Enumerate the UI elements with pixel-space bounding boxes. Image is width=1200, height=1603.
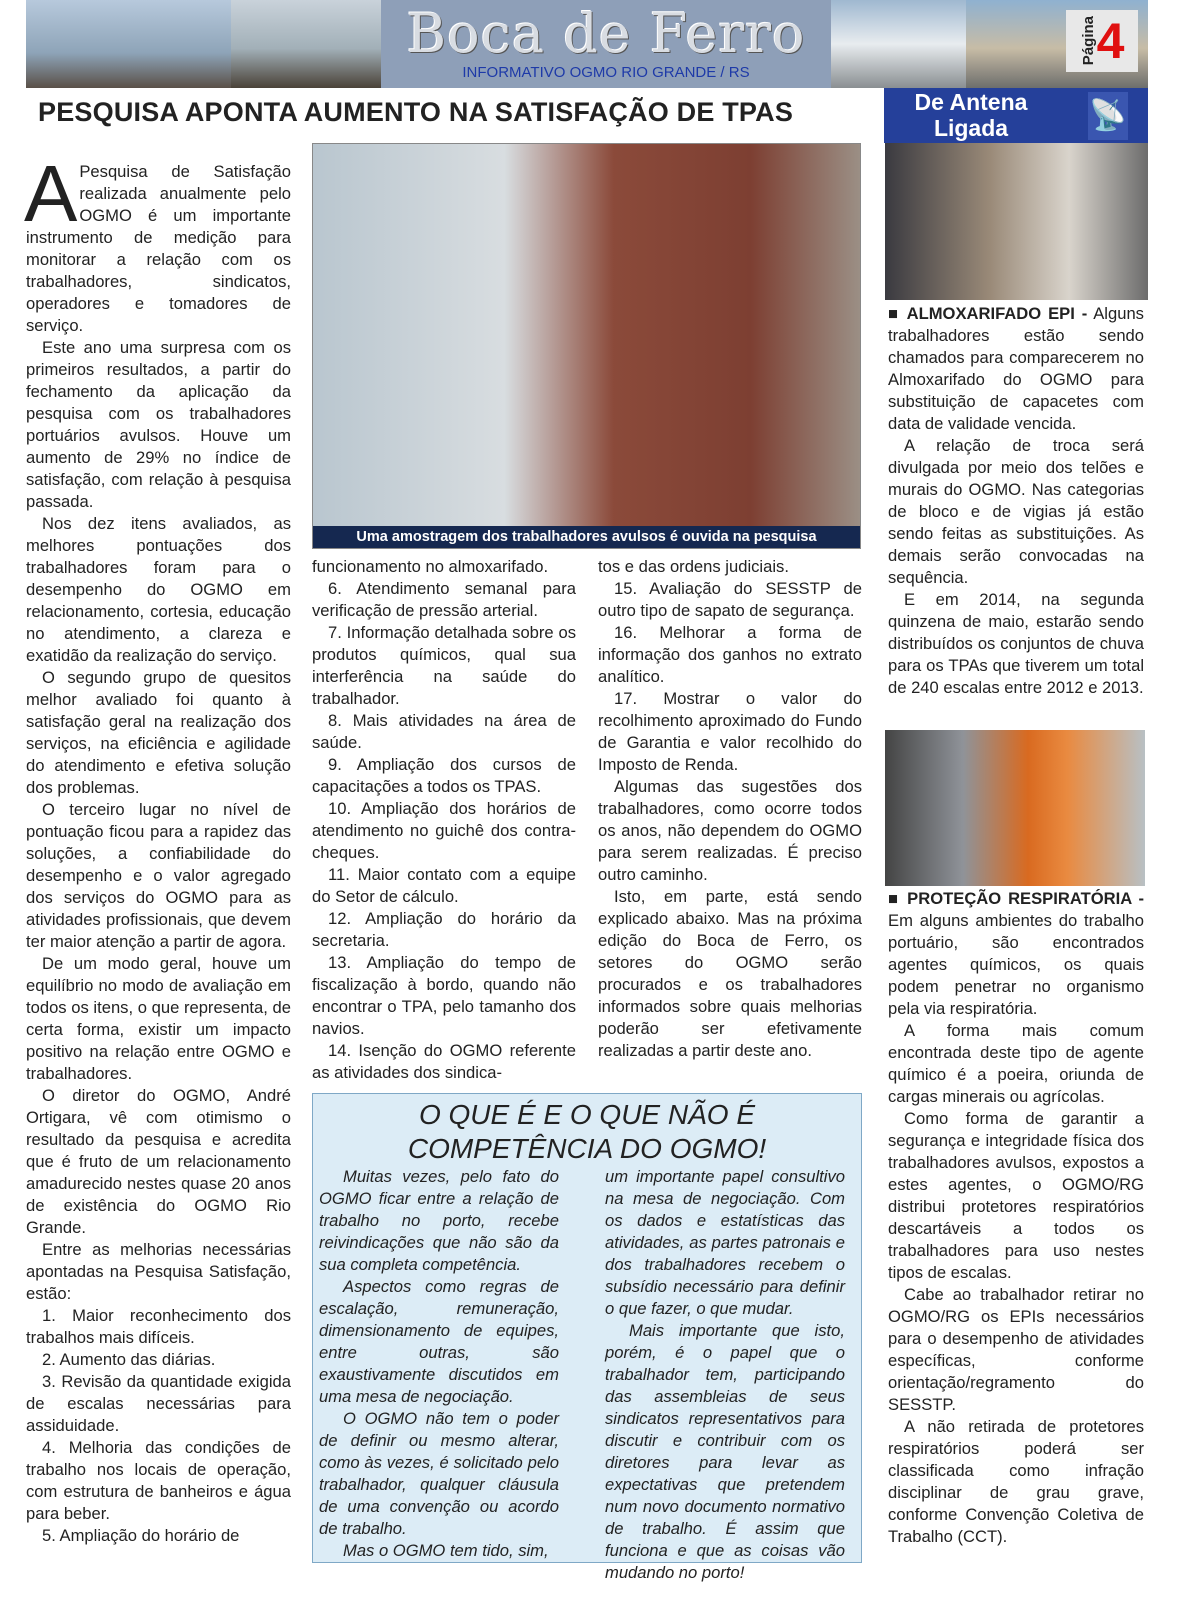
paragraph bbox=[888, 1108, 1144, 1284]
paragraph-text: 17. Mostrar o valor do recolhimento aproximado do Fundo de Garantia e valor recolhido do Imposto de Renda. bbox=[598, 689, 862, 774]
article-column-2 bbox=[312, 556, 576, 1084]
paragraph bbox=[598, 776, 862, 886]
paragraph bbox=[26, 1305, 291, 1349]
paragraph bbox=[26, 1525, 291, 1547]
paragraph bbox=[26, 953, 291, 1085]
paragraph bbox=[319, 1276, 559, 1408]
paragraph-text: De um modo geral, houve um equilíbrio no modo de avaliação em todos os itens, o que representa, de certa forma, existir um impacto positivo na relação entre OGMO e trabalhadores. bbox=[26, 954, 291, 1083]
port-crane-photo bbox=[231, 0, 381, 88]
paragraph bbox=[26, 1085, 291, 1239]
sidebar-section-protecao bbox=[888, 888, 1144, 1548]
newspaper-subtitle: INFORMATIVO OGMO RIO GRANDE / RS bbox=[462, 64, 750, 81]
paragraph-text: 1. Maior reconhecimento dos trabalhos mais difíceis. bbox=[26, 1306, 291, 1347]
sidebar-title: De Antena Ligada bbox=[914, 89, 1028, 141]
paragraph bbox=[319, 1408, 559, 1540]
article-column-1 bbox=[24, 149, 291, 1547]
paragraph bbox=[26, 513, 291, 667]
paragraph bbox=[319, 1540, 559, 1562]
paragraph bbox=[26, 1437, 291, 1525]
sidebar-section-almoxarifado bbox=[888, 303, 1144, 699]
worker-respirator-photo bbox=[885, 730, 1145, 886]
paragraph-text: Alguns trabalhadores estão sendo chamados para comparecerem no Almoxarifado do OGMO para substituição de capacetes com data de validade vencida. bbox=[888, 304, 1144, 433]
paragraph bbox=[319, 1166, 559, 1276]
paragraph bbox=[26, 1239, 291, 1305]
paragraph bbox=[888, 435, 1144, 589]
paragraph-text: Como forma de garantir a segurança e integridade física dos trabalhadores avulsos, expostos a estes agentes, o OGMO/RG distribui protetores respiratórios descartáveis a todos os trabalhadores para uso nestes tipos de escalas. bbox=[888, 1109, 1144, 1282]
main-photo bbox=[312, 143, 861, 549]
paragraph bbox=[888, 888, 1144, 1020]
paragraph-text: 11. Maior contato com a equipe do Setor de cálculo. bbox=[312, 865, 576, 906]
paragraph-text: Entre as melhorias necessárias apontadas na Pesquisa Satisfação, estão: bbox=[26, 1240, 291, 1303]
paragraph bbox=[598, 688, 862, 776]
paragraph-text: O segundo grupo de quesitos melhor avaliado foi quanto à satisfação geral na realização dos serviços, na eficiência e agilidade do atendimento e efetiva solução dos problemas. bbox=[26, 668, 291, 797]
article-column-3 bbox=[598, 556, 862, 1062]
paragraph-text: tos e das ordens judiciais. bbox=[598, 557, 789, 576]
paragraph-text: Cabe ao trabalhador retirar no OGMO/RG os EPIs necessários para o desempenho de atividades específicas, conforme orientação/regramento do SESSTP. bbox=[888, 1285, 1144, 1414]
paragraph bbox=[598, 886, 862, 1062]
photo-caption: Uma amostragem dos trabalhadores avulsos é ouvida na pesquisa bbox=[313, 526, 860, 548]
paragraph bbox=[312, 864, 576, 908]
paragraph bbox=[26, 1371, 291, 1437]
paragraph-text: E em 2014, na segunda quinzena de maio, estarão sendo distribuídos os conjuntos de chuva para os TPAs que tiverem um total de 240 escalas entre 2012 e 2013. bbox=[888, 590, 1144, 697]
paragraph-text: O diretor do OGMO, André Ortigara, vê com otimismo o resultado da pesquisa e acredita que é fruto de um relacionamento amadurecido nestes quase 20 anos de existência do OGMO Rio Grande. bbox=[26, 1086, 291, 1237]
paragraph-text: 3. Revisão da quantidade exigida de escalas necessárias para assiduidade. bbox=[26, 1372, 291, 1435]
paragraph-text: O OGMO não tem o poder de definir ou mesmo alterar, como às vezes, é solicitado pelo trabalhador, qualquer cláusula de uma convenção ou acordo de trabalho. bbox=[319, 1409, 559, 1538]
cruise-ship-photo bbox=[831, 0, 966, 88]
paragraph-text: Aspectos como regras de escalação, remuneração, dimensionamento de equipes, entre outras, são exaustivamente discutidos em uma mesa de negociação. bbox=[319, 1277, 559, 1406]
page-number: 4 bbox=[1096, 13, 1125, 69]
paragraph-text: Em alguns ambientes do trabalho portuário, são encontrados agentes químicos, os quais podem penetrar no organismo pela via respiratória. bbox=[888, 911, 1144, 1018]
paragraph-text: 4. Melhoria das condições de trabalho nos locais de operação, com estrutura de banheiros e água para beber. bbox=[26, 1438, 291, 1523]
paragraph-text: Mas o OGMO tem tido, sim, bbox=[343, 1541, 549, 1560]
port-cranes-photo bbox=[26, 0, 231, 88]
paragraph bbox=[26, 799, 291, 953]
paragraph-text: Pesquisa de Satisfação realizada anualmente pelo OGMO é um importante instrumento de medição para monitorar a relação com os trabalhadores, sindicatos, operadores e tomadores de serviço. bbox=[26, 162, 291, 335]
masthead-title-block bbox=[381, 0, 831, 88]
box-title bbox=[313, 1098, 861, 1166]
paragraph bbox=[605, 1320, 845, 1584]
drop-cap: A bbox=[24, 149, 78, 238]
box-column-1 bbox=[319, 1166, 559, 1562]
newspaper-name: Boca de Ferro bbox=[406, 2, 806, 65]
paragraph bbox=[312, 754, 576, 798]
paragraph-text: A forma mais comum encontrada deste tipo de agente químico é a poeira, oriunda de cargas minerais ou agrícolas. bbox=[888, 1021, 1144, 1106]
paragraph-text: 16. Melhorar a forma de informação dos ganhos no extrato analítico. bbox=[598, 623, 862, 686]
paragraph bbox=[888, 1284, 1144, 1416]
paragraph-text: um importante papel consultivo na mesa de negociação. Com os dados e estatísticas das atividades, as partes patronais e dos trabalhadores recebem o subsídio necessário para definir o que fazer, o que mudar. bbox=[605, 1167, 845, 1318]
headline: PESQUISA APONTA AUMENTO NA SATISFAÇÃO DE TPAS bbox=[38, 97, 794, 127]
paragraph bbox=[888, 303, 1144, 435]
box-title-line-1: O QUE É E O QUE NÃO É bbox=[418, 1099, 756, 1130]
paragraph-text: Isto, em parte, está sendo explicado abaixo. Mas na próxima edição do Boca de Ferro, os setores do OGMO serão procurados e os trabalhadores informados sobre quais melhorias poderão ser efetivamente realizadas a partir deste ano. bbox=[598, 887, 862, 1060]
section-lead: ■ ALMOXARIFADO EPI - bbox=[888, 304, 1088, 323]
paragraph bbox=[888, 1416, 1144, 1548]
box-title-line-2: COMPETÊNCIA DO OGMO! bbox=[407, 1133, 767, 1164]
paragraph bbox=[26, 1349, 291, 1371]
paragraph-text: A relação de troca será divulgada por meio dos telões e murais do OGMO. Nas categorias de bloco e de vigias já estão sendo feitas as substituições. As demais serão convocadas na sequência. bbox=[888, 436, 1144, 587]
paragraph-text: 12. Ampliação do horário da secretaria. bbox=[312, 909, 576, 950]
paragraph-text: 8. Mais atividades na área de saúde. bbox=[312, 711, 576, 752]
box-column-2 bbox=[605, 1166, 845, 1584]
paragraph-text: Este ano uma surpresa com os primeiros resultados, a partir do fechamento da aplicação da pesquisa com os trabalhadores portuários avulsos. Houve um aumento de 29% no índice de satisfação, com relação à pesquisa passada. bbox=[26, 338, 291, 511]
paragraph-text: 13. Ampliação do tempo de fiscalização à bordo, quando não encontrar o TPA, pelo tamanho dos navios. bbox=[312, 953, 576, 1038]
paragraph bbox=[312, 798, 576, 864]
paragraph bbox=[888, 589, 1144, 699]
paragraph-text: A não retirada de protetores respiratórios poderá ser classificada como infração disciplinar de grau grave, conforme Convenção Coletiva de Trabalho (CCT). bbox=[888, 1417, 1144, 1546]
paragraph bbox=[312, 556, 576, 578]
warehouse-workers-photo bbox=[885, 143, 1148, 300]
paragraph bbox=[598, 556, 862, 578]
paragraph bbox=[605, 1166, 845, 1320]
paragraph-text: funcionamento no almoxarifado. bbox=[312, 557, 549, 576]
paragraph-text: Muitas vezes, pelo fato do OGMO ficar entre a relação de trabalho no porto, recebe reivindicações que não são da sua completa competência. bbox=[319, 1167, 559, 1274]
paragraph bbox=[312, 1040, 576, 1084]
antenna-icon: 📡 bbox=[1088, 92, 1128, 140]
paragraph bbox=[598, 578, 862, 622]
section-lead: ■ PROTEÇÃO RESPIRATÓRIA - bbox=[888, 889, 1144, 908]
paragraph bbox=[888, 1020, 1144, 1108]
paragraph-text: 10. Ampliação dos horários de atendimento no guichê dos contra-cheques. bbox=[312, 799, 576, 862]
paragraph bbox=[312, 952, 576, 1040]
paragraph-text: 6. Atendimento semanal para verificação de pressão arterial. bbox=[312, 579, 576, 620]
paragraph bbox=[312, 908, 576, 952]
page-number-badge bbox=[1066, 10, 1138, 72]
paragraph-text: 5. Ampliação do horário de bbox=[42, 1526, 240, 1545]
paragraph bbox=[26, 667, 291, 799]
paragraph-text: 2. Aumento das diárias. bbox=[42, 1350, 216, 1369]
paragraph bbox=[312, 710, 576, 754]
paragraph bbox=[26, 337, 291, 513]
paragraph-text: 15. Avaliação do SESSTP de outro tipo de sapato de segurança. bbox=[598, 579, 862, 620]
page-label: Página bbox=[1079, 16, 1097, 66]
competence-box bbox=[312, 1093, 862, 1582]
paragraph-text: Algumas das sugestões dos trabalhadores, como ocorre todos os anos, não dependem do OGMO para serem realizadas. É preciso outro caminho. bbox=[598, 777, 862, 884]
paragraph-text: 9. Ampliação dos cursos de capacitações a todos os TPAS. bbox=[312, 755, 576, 796]
paragraph-text: O terceiro lugar no nível de pontuação ficou para a rapidez das soluções, a confiabilidade do desempenho e o valor agregado dos serviços do OGMO para as atividades profissionais, que devem ter maior atenção a partir de agora. bbox=[26, 800, 291, 951]
masthead bbox=[26, 0, 1148, 88]
paragraph bbox=[598, 622, 862, 688]
paragraph-text: Mais importante que isto, porém, é o papel que o trabalhador tem, participando das assembleias de seus sindicatos representativos para discutir e contribuir com os diretores para levar as expectativas que pretendem num novo documento normativo de trabalho. É assim que funciona e que as coisas vão mudando no porto! bbox=[605, 1321, 845, 1582]
paragraph-text: 14. Isenção do OGMO referente as atividades dos sindica- bbox=[312, 1041, 576, 1082]
paragraph bbox=[312, 578, 576, 622]
paragraph-text: 7. Informação detalhada sobre os produtos químicos, qual sua interferência na saúde do trabalhador. bbox=[312, 623, 576, 708]
paragraph-text: Nos dez itens avaliados, as melhores pontuações dos trabalhadores foram para o desempenho do OGMO em relacionamento, cortesia, educação no atendimento, a clareza e exatidão da realização do serviço. bbox=[26, 514, 291, 665]
sidebar-header bbox=[884, 88, 1148, 143]
paragraph bbox=[312, 622, 576, 710]
